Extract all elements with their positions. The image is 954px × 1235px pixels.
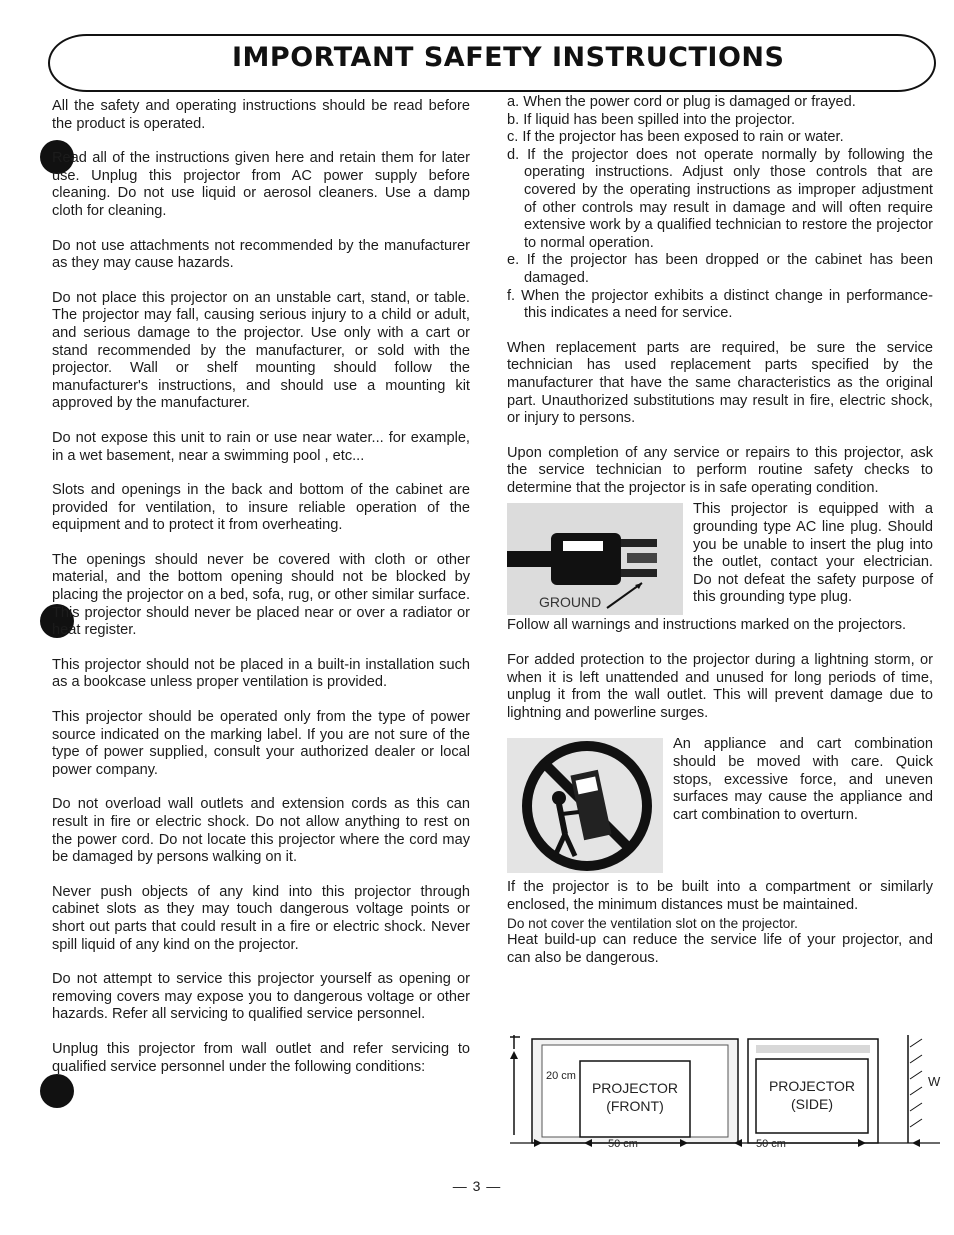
paragraph: Do not expose this unit to rain or use near water... for example, in a wet basement, near a swimming pool , etc... xyxy=(52,429,470,464)
paragraph: Unplug this projector from wall outlet and refer servicing to qualified service personnel under the following conditions: xyxy=(52,1040,470,1075)
distance-label-right: 50 cm xyxy=(756,1138,786,1150)
list-item: c. If the projector has been exposed to rain or water. xyxy=(507,129,844,146)
service-conditions-list xyxy=(507,94,933,323)
ground-plug-illustration xyxy=(507,503,683,615)
list-item: a. When the power cord or plug is damaged or frayed. xyxy=(507,94,856,110)
front-label-line1: PROJECTOR xyxy=(591,1080,679,1096)
ground-label: GROUND xyxy=(539,594,602,611)
list-item: e. If the projector has been dropped or the cabinet has been damaged. xyxy=(507,252,933,286)
cart-tip-over-icon xyxy=(507,738,663,873)
list-item: d. If the projector does not operate normally by following the operating instructions. Adjust only those controls that are covered by the operating instructions as improper adjustment of other controls may result in damage and will often require extensive work by a qualified technician to restore the projector to normal operation. xyxy=(507,146,933,251)
height-label: 20 cm xyxy=(546,1070,576,1082)
paragraph: Do not place this projector on an unstable cart, stand, or table. The projector may fall, causing serious injury to a child or adult, and serious damage to the projector. Use only with a cart or stand recommended by the manufacturer, or sold with the projector. Wall or shelf mounting should follow the manufacturer's instructions, and should use a mounting kit approved by the manufacturer. xyxy=(52,289,470,412)
paragraph: Do not use attachments not recommended by the manufacturer as they may cause hazards. xyxy=(52,237,470,272)
paragraph: For added protection to the projector during a lightning storm, or when it is left unattended and unused for long periods of time, unplug it from the wall outlet. This will prevent damage due to lightning and powerline surges. xyxy=(507,652,933,721)
right-column xyxy=(507,94,933,967)
paragraph: Upon completion of any service or repairs to this projector, ask the service technician to perform routine safety checks to determine that the projector is in safe operating condition. xyxy=(507,444,933,496)
paragraph: Do not overload wall outlets and extension cords as this can result in fire or electric shock. Do not allow anything to rest on the power cord. Do not locate this projector where the cord may be damaged by persons walking on it. xyxy=(52,796,470,866)
side-label-line2: (SIDE) xyxy=(791,1096,833,1112)
paragraph: Never push objects of any kind into this projector through cabinet slots as they may touch dangerous voltage points or short out parts that could result in a fire or electric shock. Never spill liquid of any kind on the projector. xyxy=(52,883,470,953)
wall-label: W xyxy=(928,1074,941,1089)
paragraph: Do not attempt to service this projector yourself as opening or removing covers may expose you to dangerous voltage or other hazards. Refer all servicing to qualified service personnel. xyxy=(52,971,470,1023)
paragraph: Follow all warnings and instructions marked on the projectors. xyxy=(507,617,907,634)
paragraph: All the safety and operating instructions should be read before the product is operated. xyxy=(52,98,470,132)
paragraph: Read all of the instructions given here and retain them for later use. Unplug this projector from AC power supply before cleaning. Do not use liquid or aerosol cleaners. Use a damp cloth for cleaning. xyxy=(52,150,470,219)
distance-label-left: 50 cm xyxy=(608,1138,638,1150)
paragraph: When replacement parts are required, be sure the service technician has used replacement parts specified by the manufacturer that have the same characteristics as the original part. Unauthorized substitutions may result in fire, electric shock, or injury to persons. xyxy=(507,339,933,427)
list-item: f. When the projector exhibits a distinct change in performance-this indicates a need for service. xyxy=(507,287,933,322)
page-title: IMPORTANT SAFETY INSTRUCTIONS xyxy=(232,42,785,73)
paragraph: The openings should never be covered with cloth or other material, and the bottom opening should not be blocked by placing the projector on a bed, sofa, rug, or other similar surface. This projector should never be placed near or over a radiator or heat register. xyxy=(52,551,470,639)
clearance-diagram xyxy=(510,1035,950,1155)
ground-plug-icon xyxy=(507,503,683,615)
paragraph: Do not cover the ventilation slot on the projector. xyxy=(507,915,798,931)
paragraph: Slots and openings in the back and bottom of the cabinet are provided for ventilation, to insure reliable operation of the equipment and to protect it from overheating. xyxy=(52,482,470,534)
paragraph: This projector is equipped with a grounding type AC line plug. Should you be unable to insert the plug into the outlet, contact your electrician. Do not defeat the safety purpose of this grounding type plug. xyxy=(693,501,933,606)
paragraph: This projector should not be placed in a built-in installation such as a bookcase unless proper ventilation is provided. xyxy=(52,656,470,691)
paragraph: Heat build-up can reduce the service life of your projector, and can also be dangerous. xyxy=(507,932,933,966)
page-number: — 3 — xyxy=(452,1178,502,1194)
front-label-line2: (FRONT) xyxy=(606,1098,664,1114)
paragraph: If the projector is to be built into a compartment or similarly enclosed, the minimum distances must be maintained. xyxy=(507,879,933,914)
left-column xyxy=(52,98,470,1093)
cart-warning-illustration xyxy=(507,738,663,873)
paragraph: This projector should be operated only from the type of power source indicated on the marking label. If you are not sure of the type of power supplied, consult your authorized dealer or local power company. xyxy=(52,709,470,778)
list-item: b. If liquid has been spilled into the projector. xyxy=(507,111,796,128)
paragraph: An appliance and cart combination should be moved with care. Quick stops, excessive force, and uneven surfaces may cause the appliance and cart combination to overturn. xyxy=(673,736,933,823)
side-label-line1: PROJECTOR xyxy=(768,1078,856,1094)
clearance-diagram-svg xyxy=(510,1035,950,1155)
